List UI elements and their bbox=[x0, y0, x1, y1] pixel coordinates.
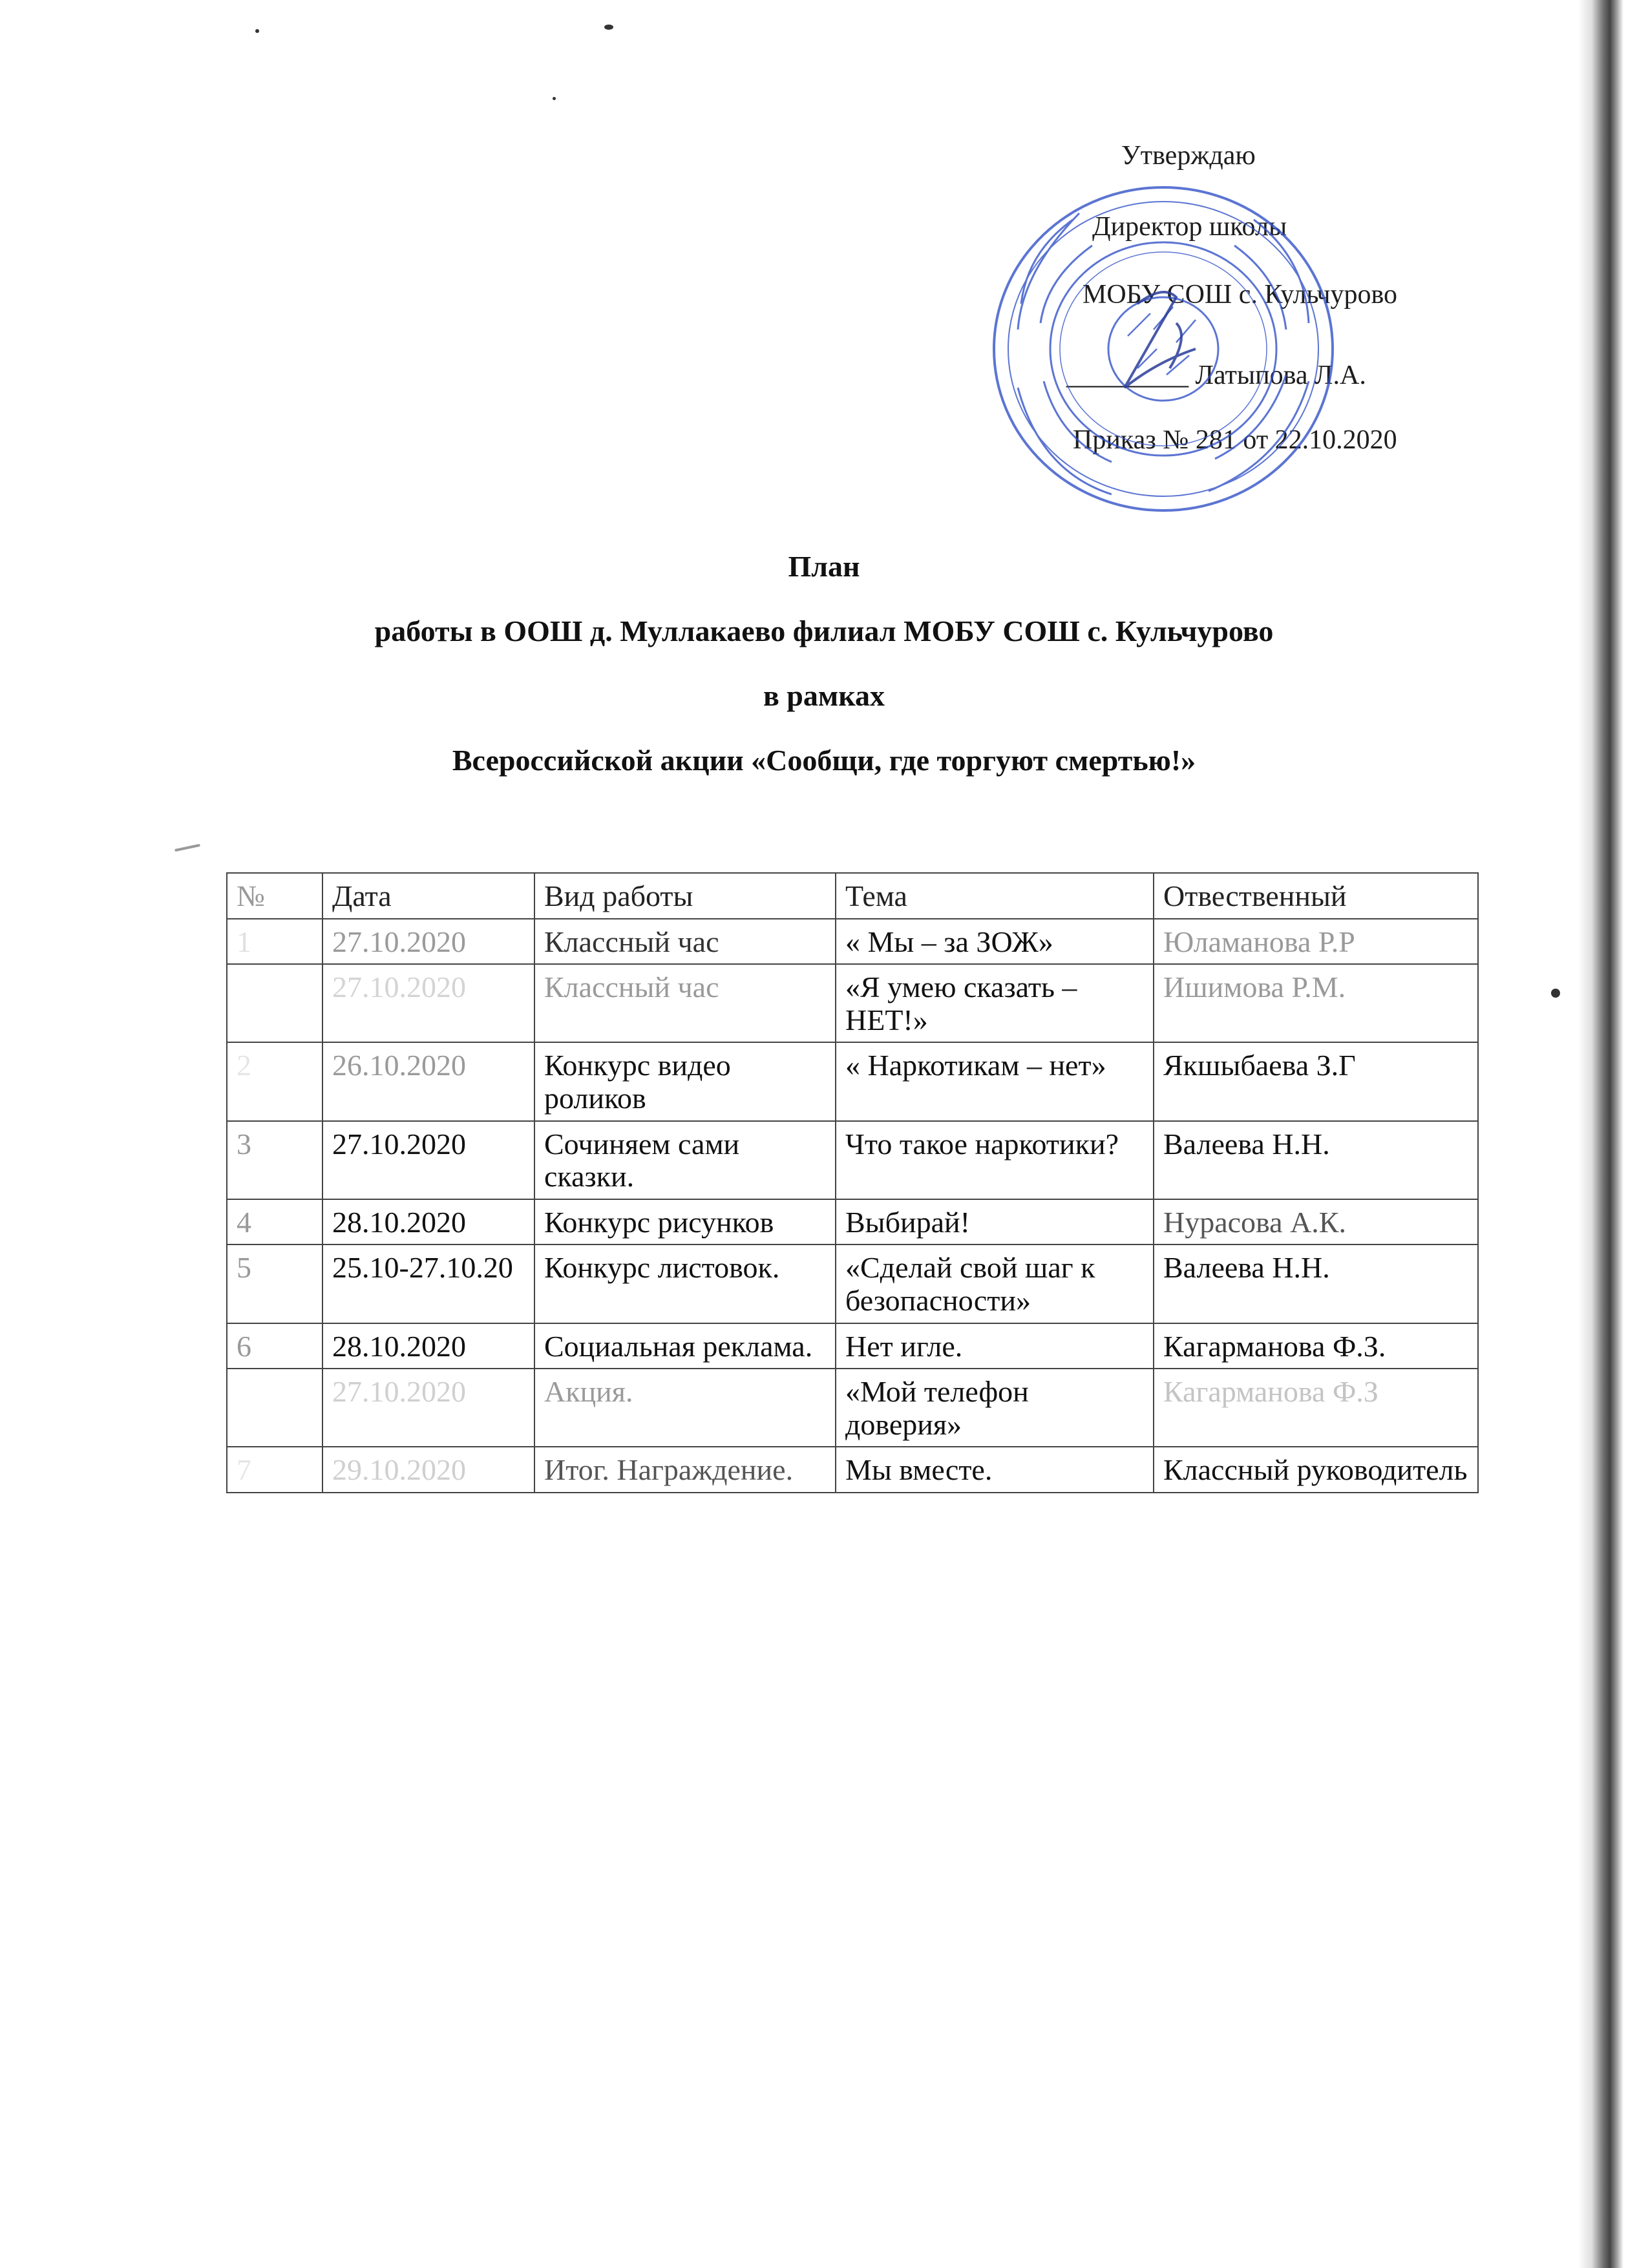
cell-responsible: Классный руководитель bbox=[1154, 1447, 1478, 1493]
table-header-row bbox=[227, 873, 1478, 919]
approval-order: Приказ № 281 от 22.10.2020 bbox=[1073, 425, 1397, 455]
cell-responsible: Юламанова Р.Р bbox=[1154, 919, 1478, 965]
cell-responsible: Якшыбаева З.Г bbox=[1154, 1042, 1478, 1120]
table-row bbox=[227, 1369, 1478, 1447]
title-campaign: Всероссийской акции «Сообщи, где торгуют смертью!» bbox=[452, 744, 1196, 777]
table-row bbox=[227, 919, 1478, 965]
cell-kind: Классный час bbox=[534, 964, 836, 1042]
scan-speck bbox=[1551, 989, 1560, 998]
cell-no: 3 bbox=[227, 1121, 322, 1199]
header-responsible: Отвественный bbox=[1154, 873, 1478, 919]
cell-date: 27.10.2020 bbox=[322, 1369, 534, 1447]
cell-topic: «Мой телефон доверия» bbox=[836, 1369, 1154, 1447]
approval-signature-line: _________ Латыпова Л.А. bbox=[1066, 361, 1366, 390]
cell-kind: Итог. Награждение. bbox=[534, 1447, 836, 1493]
cell-no bbox=[227, 964, 322, 1042]
table-row bbox=[227, 1121, 1478, 1199]
cell-no bbox=[227, 1369, 322, 1447]
cell-topic: Нет игле. bbox=[836, 1323, 1154, 1369]
header-date: Дата bbox=[322, 873, 534, 919]
approval-label: Утверждаю bbox=[1121, 141, 1256, 171]
scan-speck bbox=[604, 25, 613, 30]
cell-no: 2 bbox=[227, 1042, 322, 1120]
cell-topic: « Наркотикам – нет» bbox=[836, 1042, 1154, 1120]
cell-date: 27.10.2020 bbox=[322, 964, 534, 1042]
cell-date: 26.10.2020 bbox=[322, 1042, 534, 1120]
cell-responsible: Валеева Н.Н. bbox=[1154, 1121, 1478, 1199]
cell-responsible: Ишимова Р.М. bbox=[1154, 964, 1478, 1042]
cell-date: 27.10.2020 bbox=[322, 919, 534, 965]
cell-topic: Что такое наркотики? bbox=[836, 1121, 1154, 1199]
cell-responsible: Кагарманова Ф.З. bbox=[1154, 1323, 1478, 1369]
cell-no: 7 bbox=[227, 1447, 322, 1493]
table-row bbox=[227, 1199, 1478, 1245]
cell-responsible: Нурасова А.К. bbox=[1154, 1199, 1478, 1245]
cell-no: 4 bbox=[227, 1199, 322, 1245]
title-plan: План bbox=[788, 550, 860, 583]
cell-topic: «Сделай свой шаг к безопасности» bbox=[836, 1244, 1154, 1323]
cell-topic: «Я умею сказать – НЕТ!» bbox=[836, 964, 1154, 1042]
cell-no: 1 bbox=[227, 919, 322, 965]
approval-position: Директор школы bbox=[1092, 212, 1287, 242]
table-row bbox=[227, 1323, 1478, 1369]
scan-edge-shadow bbox=[1578, 0, 1623, 2268]
cell-topic: Мы вместе. bbox=[836, 1447, 1154, 1493]
table-row bbox=[227, 1042, 1478, 1120]
cell-kind: Конкурс листовок. bbox=[534, 1244, 836, 1323]
table-row bbox=[227, 1244, 1478, 1323]
cell-date: 29.10.2020 bbox=[322, 1447, 534, 1493]
cell-topic: « Мы – за ЗОЖ» bbox=[836, 919, 1154, 965]
cell-date: 27.10.2020 bbox=[322, 1121, 534, 1199]
cell-kind: Конкурс рисунков bbox=[534, 1199, 836, 1245]
scan-speck bbox=[174, 844, 200, 852]
cell-kind: Сочиняем сами сказки. bbox=[534, 1121, 836, 1199]
cell-kind: Социальная реклама. bbox=[534, 1323, 836, 1369]
cell-kind: Акция. bbox=[534, 1369, 836, 1447]
title-subject: работы в ООШ д. Муллакаево филиал МОБУ СОШ с. Кульчурово bbox=[374, 614, 1274, 647]
table-row bbox=[227, 1447, 1478, 1493]
table-row bbox=[227, 964, 1478, 1042]
header-no: № bbox=[227, 873, 322, 919]
cell-date: 28.10.2020 bbox=[322, 1323, 534, 1369]
cell-kind: Конкурс видео роликов bbox=[534, 1042, 836, 1120]
cell-responsible: Кагарманова Ф.З bbox=[1154, 1369, 1478, 1447]
cell-kind: Классный час bbox=[534, 919, 836, 965]
plan-table bbox=[226, 872, 1479, 1493]
header-topic: Тема bbox=[836, 873, 1154, 919]
cell-no: 5 bbox=[227, 1244, 322, 1323]
cell-responsible: Валеева Н.Н. bbox=[1154, 1244, 1478, 1323]
cell-date: 28.10.2020 bbox=[322, 1199, 534, 1245]
title-within: в рамках bbox=[763, 679, 885, 712]
scan-speck bbox=[553, 97, 556, 100]
scan-speck bbox=[255, 29, 259, 33]
approval-school: МОБУ СОШ с. Кульчурово bbox=[1083, 280, 1397, 310]
school-stamp bbox=[982, 174, 1344, 523]
cell-no: 6 bbox=[227, 1323, 322, 1369]
cell-topic: Выбирай! bbox=[836, 1199, 1154, 1245]
cell-date: 25.10-27.10.20 bbox=[322, 1244, 534, 1323]
header-kind: Вид работы bbox=[534, 873, 836, 919]
